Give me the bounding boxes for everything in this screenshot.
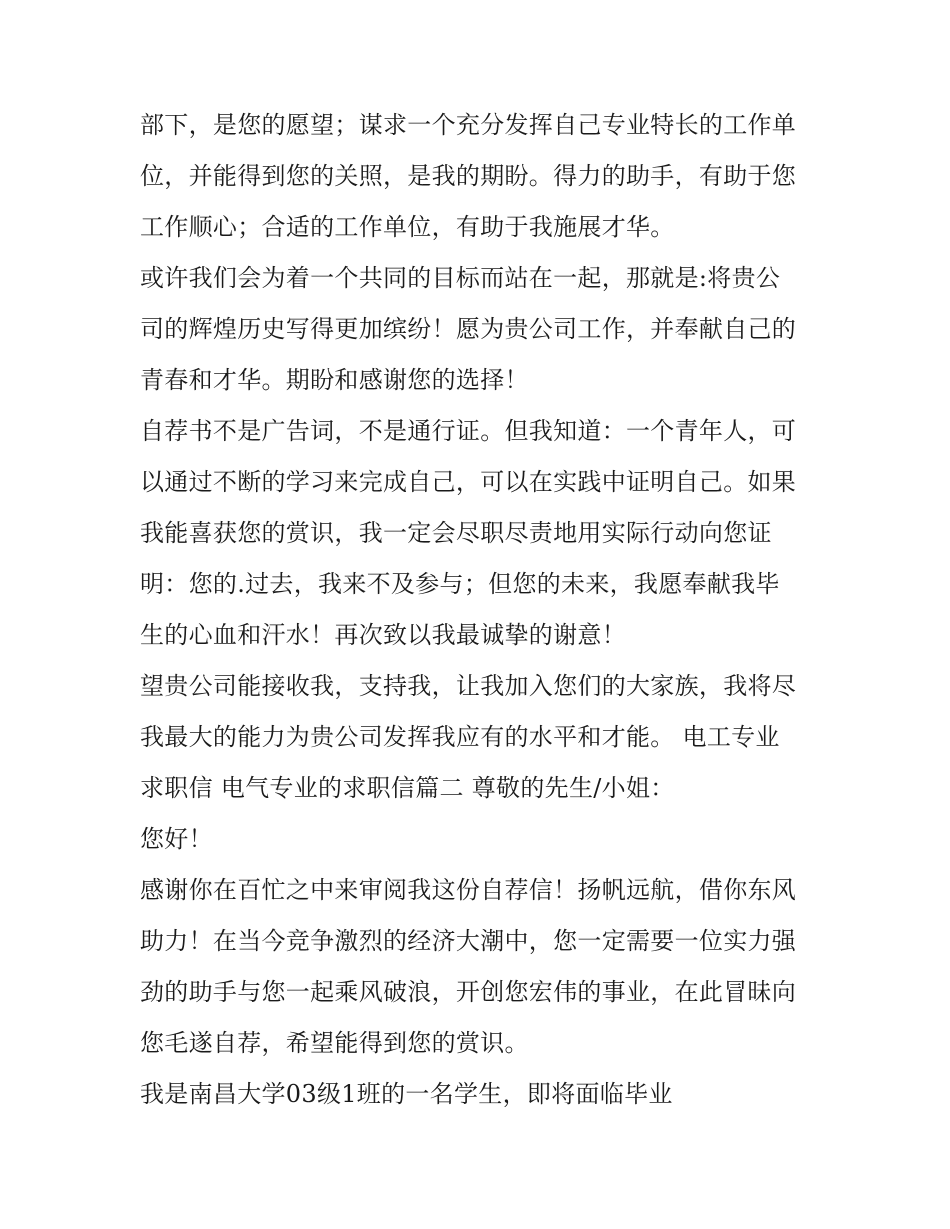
text-line: 助力！在当今竞争激烈的经济大潮中，您一定需要一位实力强	[140, 927, 797, 955]
text-line: 求职信 电气专业的求职信篇二 尊敬的先生/小姐：	[140, 774, 675, 802]
text-line: 我是南昌大学03级1班的一名学生，即将面临毕业	[140, 1080, 673, 1108]
text-line: 生的心血和汗水！再次致以我最诚挚的谢意！	[140, 621, 626, 649]
text-line: 我能喜获您的赏识，我一定会尽职尽责地用实际行动向您证	[140, 519, 772, 547]
text-line: 位，并能得到您的关照，是我的期盼。得力的助手，有助于您	[140, 162, 797, 190]
text-line: 我最大的能力为贵公司发挥我应有的水平和才能。 电工专业	[140, 723, 780, 751]
text-line: 劲的助手与您一起乘风破浪，开创您宏伟的事业，在此冒昧向	[140, 978, 797, 1006]
letter-body	[140, 100, 820, 1120]
text-line: 司的辉煌历史写得更加缤纷！愿为贵公司工作，并奉献自己的	[140, 315, 797, 343]
text-line: 工作顺心；合适的工作单位，有助于我施展才华。	[140, 213, 675, 241]
text-line: 感谢你在百忙之中来审阅我这份自荐信！扬帆远航，借你东风	[140, 876, 797, 904]
text-line: 您毛遂自荐，希望能得到您的赏识。	[140, 1029, 529, 1057]
text-line: 青春和才华。期盼和感谢您的选择！	[140, 366, 529, 394]
text-line: 明：您的.过去，我来不及参与；但您的未来，我愿奉献我毕	[140, 570, 780, 598]
text-line: 自荐书不是广告词，不是通行证。但我知道：一个青年人，可	[140, 417, 797, 445]
text-line: 以通过不断的学习来完成自己，可以在实践中证明自己。如果	[140, 468, 797, 496]
text-line: 望贵公司能接收我，支持我，让我加入您们的大家族，我将尽	[140, 672, 797, 700]
text-line: 或许我们会为着一个共同的目标而站在一起，那就是:将贵公	[140, 264, 781, 292]
text-line: 部下，是您的愿望；谋求一个充分发挥自己专业特长的工作单	[140, 111, 797, 139]
text-line: 您好！	[140, 825, 213, 853]
